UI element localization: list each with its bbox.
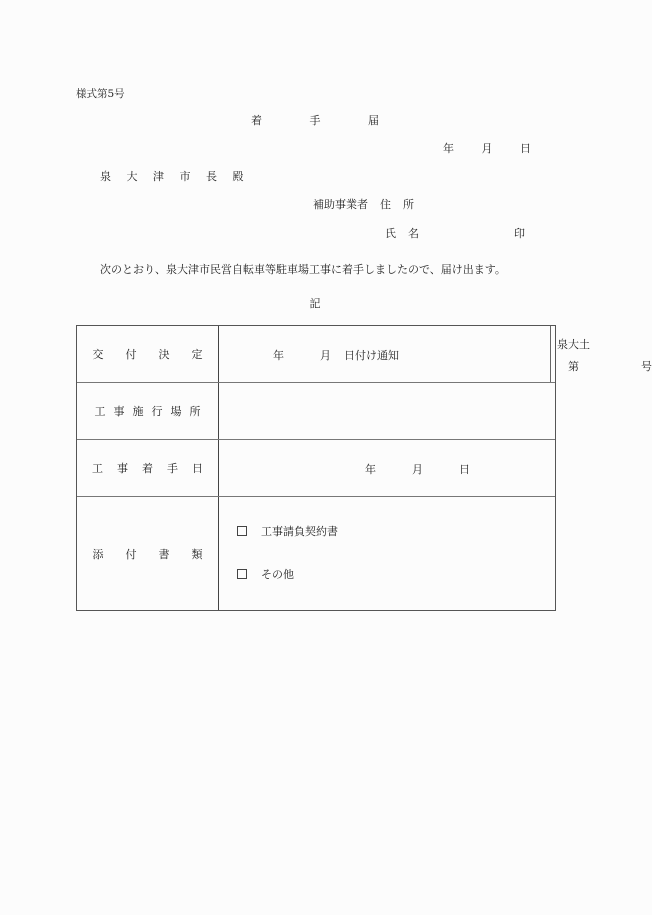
start-month-label: 月 (412, 463, 423, 476)
ki-heading: 記 (309, 297, 321, 310)
title-char: 届 (368, 114, 379, 127)
recipient-char: 泉 (100, 170, 111, 183)
label-char: 交 (92, 348, 104, 361)
recipient-char: 市 (179, 170, 191, 183)
recipient (100, 168, 256, 184)
attachments-value (219, 497, 555, 610)
table-row-construction-site (77, 383, 555, 440)
date-month-label: 月 (481, 142, 493, 155)
label-char: 所 (189, 405, 201, 418)
recipient-char: 大 (126, 170, 138, 183)
body-text: 次のとおり、泉大津市民営自転車等駐車場工事に着手しましたので、届け出ます。 (100, 263, 506, 276)
attachment-item-other[interactable] (237, 566, 294, 582)
label-grant-decision (77, 326, 219, 382)
label-char: 施 (132, 405, 144, 418)
label-char: 工 (92, 462, 103, 475)
label-char: 定 (191, 348, 203, 361)
checkbox-icon[interactable] (237, 526, 247, 536)
construction-site-value[interactable] (219, 383, 555, 439)
grant-number-go: 号 (641, 360, 652, 373)
label-char: 事 (113, 405, 125, 418)
table-row-grant-decision (77, 326, 652, 383)
checkbox-icon[interactable] (237, 569, 247, 579)
grant-number-dai: 第 (568, 360, 579, 373)
attachment-label: その他 (261, 568, 294, 581)
cell-divider (550, 326, 551, 382)
label-start-date (77, 440, 219, 496)
label-char: 工 (94, 405, 106, 418)
document-title (0, 112, 630, 128)
label-char: 付 (125, 348, 137, 361)
grant-day-notice-label: 日付け通知 (344, 349, 399, 362)
grant-month-label: 月 (320, 349, 331, 362)
address-label-char: 所 (403, 198, 414, 211)
attachment-label: 工事請負契約書 (261, 525, 338, 538)
recipient-char: 津 (153, 170, 164, 183)
table-row-start-date (77, 440, 555, 497)
start-day-label: 日 (459, 463, 470, 476)
label-char: 場 (170, 405, 182, 418)
title-char: 着 (251, 114, 262, 127)
recipient-char: 殿 (232, 170, 244, 183)
address-label-char: 住 (380, 198, 391, 211)
title-char: 手 (309, 114, 321, 127)
label-char: 類 (191, 547, 203, 561)
label-char: 着 (142, 462, 153, 475)
label-char: 日 (192, 462, 203, 475)
label-char: 決 (158, 348, 170, 361)
label-char: 事 (117, 462, 128, 475)
date-day-label: 日 (520, 142, 531, 155)
seal-mark: 印 (514, 227, 525, 240)
applicant-address-line (313, 196, 414, 212)
label-char: 添 (92, 547, 104, 561)
label-attachments (77, 497, 219, 610)
grant-decision-value[interactable] (219, 326, 652, 382)
label-char: 行 (151, 405, 163, 418)
label-char: 付 (125, 547, 137, 561)
submission-date (443, 140, 531, 156)
label-construction-site (77, 383, 219, 439)
name-label-char: 名 (408, 227, 419, 240)
date-year-label: 年 (443, 142, 454, 155)
label-char: 書 (158, 547, 170, 561)
table-row-attachments (77, 497, 555, 610)
grant-year-label: 年 (273, 349, 284, 362)
start-year-label: 年 (365, 463, 376, 476)
label-char: 手 (167, 462, 178, 475)
form-number: 様式第5号 (76, 88, 125, 100)
applicant-name-line (385, 225, 419, 241)
recipient-char: 長 (206, 170, 217, 183)
attachment-item-contract[interactable] (237, 523, 338, 539)
name-label-char: 氏 (385, 227, 396, 240)
applicant-role: 補助事業者 (313, 198, 368, 211)
grant-number-prefix: 泉大土 (557, 338, 590, 351)
form-table (76, 325, 652, 611)
start-date-value[interactable] (219, 440, 555, 496)
